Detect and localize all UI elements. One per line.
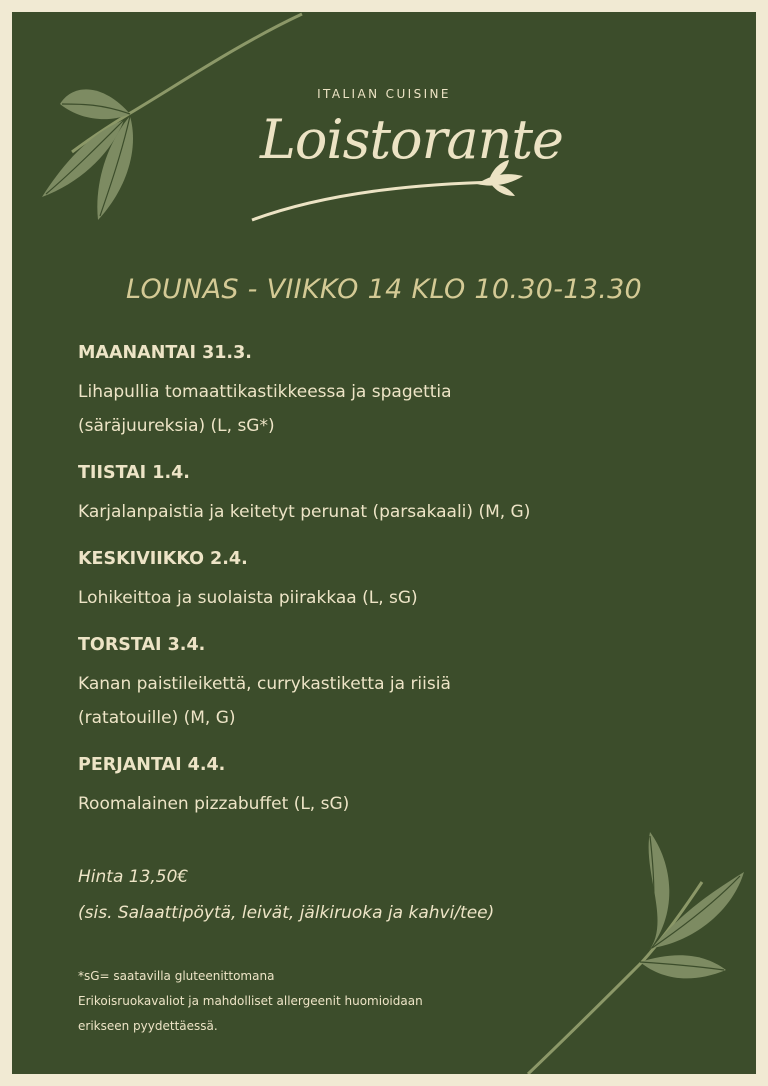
day-name: KESKIVIIKKO 2.4. (78, 549, 248, 569)
price-block (78, 859, 494, 931)
day-monday (78, 340, 698, 443)
menu-headline: LOUNAS - VIIKKO 14 KLO 10.30-13.30 (125, 274, 643, 305)
dish-line: Kanan paistileikettä, currykastiketta ja riisiä (78, 674, 451, 694)
dish-line: Karjalanpaistia ja keitetyt perunat (parsakaali) (M, G) (78, 502, 531, 522)
price-line: Hinta 13,50€ (78, 867, 189, 887)
dish-line: Lohikeittoa ja suolaista piirakkaa (L, sG) (78, 588, 418, 608)
menu-sheet (12, 12, 756, 1074)
day-friday (78, 752, 698, 821)
brand-logo-text: Loistorante (260, 108, 564, 171)
dish-line: Lihapullia tomaattikastikkeessa ja spagettia (78, 382, 452, 402)
day-name: PERJANTAI 4.4. (78, 755, 226, 775)
price-includes: (sis. Salaattipöytä, leivät, jälkiruoka ja kahvi/tee) (78, 903, 495, 923)
dish-line: (säräjuureksia) (L, sG*) (78, 416, 275, 436)
leaf-branch-icon (512, 812, 756, 1074)
footnote-line: *sG= saatavilla gluteenittomana (78, 969, 275, 983)
day-thursday (78, 632, 698, 735)
dish-line: (ratatouille) (M, G) (78, 708, 236, 728)
footnote-line: erikseen pyydettäessä. (78, 1019, 218, 1033)
day-name: TORSTAI 3.4. (78, 635, 206, 655)
day-tuesday (78, 460, 698, 529)
day-list (78, 340, 698, 838)
day-wednesday (78, 546, 698, 615)
footnotes (78, 964, 423, 1039)
day-name: TIISTAI 1.4. (78, 463, 190, 483)
brand-kicker: ITALIAN CUISINE (317, 87, 451, 101)
day-name: MAANANTAI 31.3. (78, 343, 252, 363)
dish-line: Roomalainen pizzabuffet (L, sG) (78, 794, 350, 814)
footnote-line: Erikoisruokavaliot ja mahdolliset allergeenit huomioidaan (78, 994, 423, 1008)
